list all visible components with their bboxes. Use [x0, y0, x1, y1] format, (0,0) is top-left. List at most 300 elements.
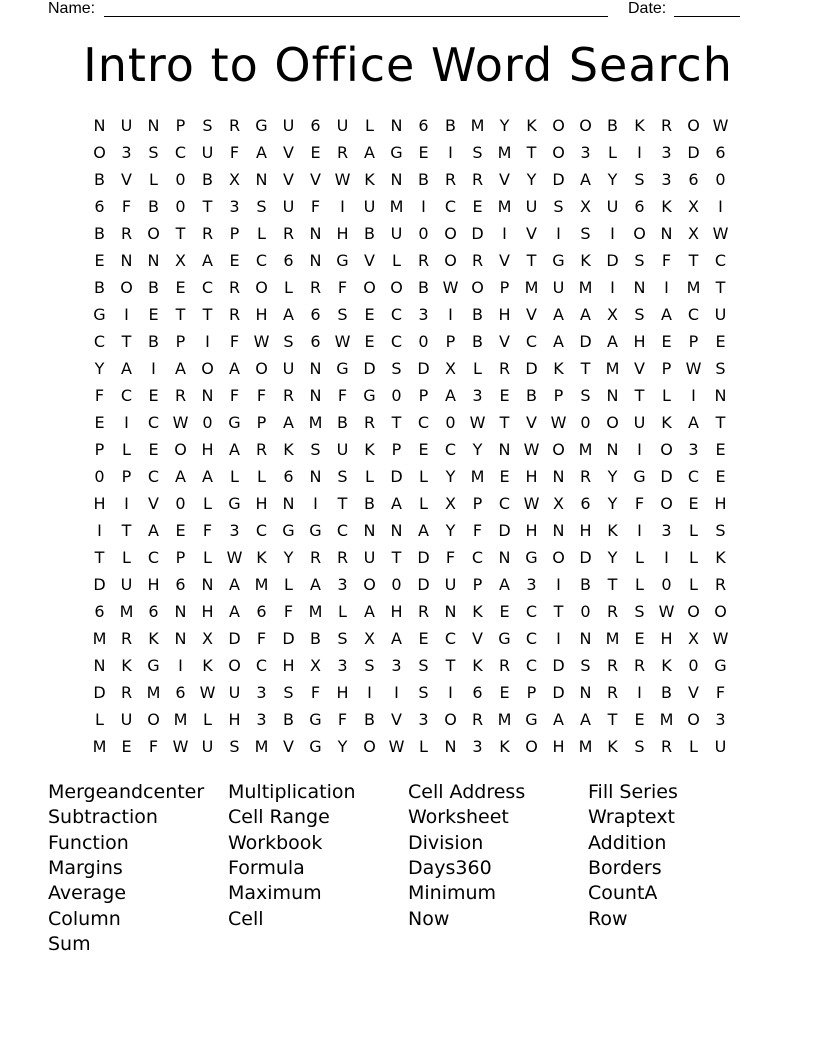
grid-cell: B	[472, 332, 483, 351]
grid-cell: E	[148, 305, 159, 324]
grid-cell: F	[283, 602, 294, 621]
grid-row	[86, 679, 734, 706]
grid-cell: M	[254, 737, 269, 756]
grid-cell: S	[634, 305, 645, 324]
grid-cell: G	[93, 305, 106, 324]
grid-cell: 3	[229, 197, 240, 216]
grid-cell: 6	[634, 197, 645, 216]
grid-row	[86, 382, 734, 409]
grid-cell: R	[282, 224, 295, 243]
grid-cell: 0	[202, 413, 213, 432]
grid-cell: N	[498, 548, 511, 567]
word-list-item: Function	[48, 831, 129, 854]
grid-cell: I	[691, 386, 696, 405]
grid-cell: T	[715, 278, 726, 297]
grid-row	[86, 409, 734, 436]
grid-cell: L	[149, 170, 158, 189]
grid-cell: R	[228, 278, 241, 297]
grid-cell: E	[364, 332, 375, 351]
grid-cell: I	[502, 224, 507, 243]
grid-cell: 3	[472, 386, 483, 405]
grid-cell: O	[255, 278, 268, 297]
grid-cell: S	[310, 440, 321, 459]
grid-cell: W	[712, 116, 729, 135]
grid-cell: A	[688, 413, 699, 432]
grid-cell: O	[552, 116, 565, 135]
grid-cell: T	[580, 359, 591, 378]
grid-cell: H	[255, 494, 268, 513]
grid-cell: W	[172, 737, 189, 756]
grid-cell: X	[445, 494, 456, 513]
grid-cell: F	[256, 629, 267, 648]
grid-cell: N	[255, 170, 268, 189]
grid-cell: E	[418, 629, 429, 648]
word-list-item: Cell	[228, 907, 264, 930]
grid-cell: I	[394, 683, 399, 702]
grid-cell: E	[661, 332, 672, 351]
grid-cell: C	[444, 629, 457, 648]
grid-cell: B	[94, 278, 105, 297]
grid-cell: B	[364, 224, 375, 243]
grid-cell: 6	[175, 683, 186, 702]
grid-cell: B	[94, 170, 105, 189]
grid-cell: W	[442, 278, 459, 297]
grid-cell: V	[310, 170, 321, 189]
grid-cell: N	[201, 386, 214, 405]
grid-cell: G	[552, 251, 565, 270]
grid-cell: C	[255, 521, 268, 540]
grid-cell: R	[498, 359, 511, 378]
word-list-item: Mergeandcenter	[48, 781, 205, 803]
grid-cell: B	[202, 170, 213, 189]
grid-row	[86, 706, 734, 733]
grid-cell: K	[634, 116, 645, 135]
grid-cell: C	[336, 521, 349, 540]
grid-cell: L	[338, 602, 347, 621]
grid-cell: R	[309, 548, 322, 567]
grid-cell: H	[390, 602, 403, 621]
grid-cell: U	[120, 575, 133, 594]
grid-cell: K	[364, 170, 375, 189]
grid-cell: I	[124, 305, 129, 324]
grid-cell: G	[525, 710, 538, 729]
grid-cell: L	[122, 440, 131, 459]
grid-cell: A	[229, 440, 240, 459]
grid-cell: R	[120, 683, 133, 702]
grid-cell: A	[607, 332, 618, 351]
grid-cell: L	[284, 278, 293, 297]
grid-cell: T	[391, 548, 402, 567]
grid-cell: O	[363, 737, 376, 756]
grid-cell: U	[201, 143, 214, 162]
grid-cell: C	[147, 548, 160, 567]
grid-cell: O	[201, 359, 214, 378]
grid-cell: U	[444, 575, 457, 594]
grid-cell: 3	[337, 575, 348, 594]
page-title: Intro to Office Word Search	[83, 38, 733, 92]
grid-cell: N	[147, 116, 160, 135]
grid-cell: 6	[256, 602, 267, 621]
grid-cell: G	[363, 386, 376, 405]
grid-cell: I	[637, 521, 642, 540]
grid-cell: E	[499, 602, 510, 621]
grid-cell: O	[552, 143, 565, 162]
grid-cell: N	[552, 521, 565, 540]
grid-cell: I	[556, 629, 561, 648]
grid-cell: E	[121, 737, 132, 756]
grid-cell: P	[121, 467, 132, 486]
grid-cell: 3	[526, 575, 537, 594]
grid-cell: L	[689, 575, 698, 594]
grid-cell: M	[254, 575, 269, 594]
grid-cell: Y	[283, 548, 294, 567]
grid-cell: T	[607, 575, 618, 594]
grid-cell: E	[175, 521, 186, 540]
grid-cell: C	[93, 332, 106, 351]
grid-cell: R	[417, 251, 430, 270]
grid-cell: T	[688, 251, 699, 270]
grid-row	[86, 247, 734, 274]
grid-cell: B	[364, 710, 375, 729]
grid-cell: S	[715, 521, 726, 540]
grid-cell: D	[660, 467, 673, 486]
grid-cell: G	[228, 494, 241, 513]
grid-cell: N	[390, 116, 403, 135]
grid-cell: Y	[607, 467, 618, 486]
grid-cell: Y	[445, 521, 456, 540]
grid-cell: D	[471, 224, 484, 243]
grid-cell: S	[337, 467, 348, 486]
grid-cell: I	[151, 359, 156, 378]
grid-cell: S	[580, 386, 591, 405]
grid-cell: E	[229, 251, 240, 270]
grid-cell: D	[552, 683, 565, 702]
grid-cell: O	[93, 143, 106, 162]
grid-cell: V	[472, 629, 483, 648]
grid-cell: S	[229, 737, 240, 756]
grid-cell: W	[685, 359, 702, 378]
word-list-item: Column	[48, 907, 121, 930]
grid-cell: 0	[175, 170, 186, 189]
grid-cell: T	[121, 521, 132, 540]
grid-cell: F	[661, 251, 672, 270]
grid-cell: 0	[661, 575, 672, 594]
grid-cell: G	[336, 251, 349, 270]
grid-cell: 6	[580, 494, 591, 513]
grid-cell: N	[282, 494, 295, 513]
grid-cell: X	[175, 251, 186, 270]
grid-cell: A	[283, 413, 294, 432]
grid-cell: R	[228, 116, 241, 135]
grid-cell: S	[256, 197, 267, 216]
grid-cell: I	[718, 197, 723, 216]
grid-cell: A	[580, 305, 591, 324]
grid-cell: N	[606, 386, 619, 405]
grid-cell: V	[364, 251, 375, 270]
grid-cell: I	[448, 143, 453, 162]
grid-cell: G	[309, 521, 322, 540]
grid-cell: F	[472, 521, 483, 540]
grid-cell: C	[390, 305, 403, 324]
grid-cell: I	[637, 143, 642, 162]
grid-cell: V	[499, 332, 510, 351]
grid-cell: L	[122, 548, 131, 567]
grid-cell: W	[334, 332, 351, 351]
grid-cell: M	[497, 143, 512, 162]
grid-cell: 0	[418, 224, 429, 243]
grid-cell: M	[497, 197, 512, 216]
grid-cell: L	[284, 575, 293, 594]
grid-cell: H	[228, 710, 241, 729]
grid-cell: K	[472, 656, 483, 675]
grid-cell: H	[714, 494, 727, 513]
grid-cell: B	[418, 170, 429, 189]
grid-cell: O	[363, 278, 376, 297]
grid-cell: A	[580, 710, 591, 729]
grid-cell: M	[470, 116, 485, 135]
grid-cell: A	[391, 494, 402, 513]
grid-cell: B	[148, 278, 159, 297]
grid-cell: O	[579, 116, 592, 135]
grid-cell: C	[687, 305, 700, 324]
grid-cell: F	[229, 332, 240, 351]
grid-cell: S	[634, 737, 645, 756]
grid-cell: F	[202, 521, 213, 540]
grid-cell: F	[229, 386, 240, 405]
grid-cell: K	[121, 656, 132, 675]
grid-cell: L	[662, 386, 671, 405]
grid-cell: D	[228, 629, 241, 648]
grid-cell: V	[148, 494, 159, 513]
grid-cell: C	[417, 413, 430, 432]
word-list-item: Borders	[588, 856, 662, 879]
grid-cell: 3	[661, 143, 672, 162]
grid-cell: N	[309, 251, 322, 270]
grid-cell: C	[471, 548, 484, 567]
grid-cell: F	[445, 548, 456, 567]
grid-cell: A	[580, 170, 591, 189]
grid-cell: V	[634, 359, 645, 378]
grid-cell: P	[229, 224, 240, 243]
grid-cell: U	[363, 197, 376, 216]
grid-cell: O	[147, 224, 160, 243]
grid-cell: H	[579, 521, 592, 540]
grid-cell: E	[310, 143, 321, 162]
grid-cell: S	[148, 143, 159, 162]
grid-cell: K	[661, 413, 672, 432]
grid-cell: R	[579, 467, 592, 486]
grid-cell: I	[421, 197, 426, 216]
grid-cell: A	[553, 710, 564, 729]
grid-cell: 3	[580, 143, 591, 162]
grid-cell: P	[256, 413, 267, 432]
word-list-item: Sum	[48, 932, 91, 955]
grid-cell: X	[688, 197, 699, 216]
word-list-item: Workbook	[228, 831, 323, 854]
grid-cell: N	[633, 278, 646, 297]
grid-row	[86, 166, 734, 193]
grid-cell: C	[687, 467, 700, 486]
grid-cell: W	[550, 413, 567, 432]
grid-cell: D	[606, 251, 619, 270]
grid-cell: H	[282, 656, 295, 675]
word-list-item: Worksheet	[408, 806, 509, 829]
grid-cell: L	[257, 467, 266, 486]
grid-cell: S	[418, 683, 429, 702]
grid-cell: M	[308, 602, 323, 621]
grid-cell: G	[336, 359, 349, 378]
grid-cell: 6	[310, 116, 321, 135]
grid-cell: K	[499, 737, 510, 756]
grid-cell: W	[523, 494, 540, 513]
word-list-item: Formula	[228, 856, 305, 879]
grid-cell: R	[606, 683, 619, 702]
grid-cell: N	[660, 224, 673, 243]
grid-cell: A	[553, 332, 564, 351]
grid-cell: Y	[445, 467, 456, 486]
grid-cell: O	[228, 656, 241, 675]
grid-cell: D	[525, 359, 538, 378]
grid-cell: 3	[688, 440, 699, 459]
grid-cell: M	[173, 710, 188, 729]
grid-cell: I	[637, 440, 642, 459]
grid-cell: E	[715, 467, 726, 486]
grid-cell: D	[552, 170, 565, 189]
grid-cell: X	[553, 494, 564, 513]
grid-cell: B	[94, 224, 105, 243]
grid-cell: M	[92, 629, 107, 648]
grid-cell: V	[526, 224, 537, 243]
grid-cell: A	[202, 251, 213, 270]
grid-cell: 0	[175, 197, 186, 216]
grid-cell: D	[93, 575, 106, 594]
grid-cell: F	[337, 710, 348, 729]
grid-row	[86, 652, 734, 679]
grid-cell: E	[175, 278, 186, 297]
grid-cell: F	[148, 737, 159, 756]
grid-cell: X	[229, 170, 240, 189]
grid-cell: M	[605, 629, 620, 648]
grid-cell: O	[444, 224, 457, 243]
grid-cell: L	[608, 143, 617, 162]
grid-row	[86, 355, 734, 382]
grid-cell: D	[687, 143, 700, 162]
grid-cell: N	[390, 170, 403, 189]
grid-cell: E	[499, 386, 510, 405]
grid-cell: S	[634, 170, 645, 189]
grid-cell: N	[309, 467, 322, 486]
grid-cell: N	[309, 386, 322, 405]
grid-cell: W	[712, 224, 729, 243]
grid-cell: W	[253, 332, 270, 351]
grid-cell: L	[365, 467, 374, 486]
grid-cell: N	[120, 251, 133, 270]
grid-cell: O	[714, 602, 727, 621]
grid-cell: G	[525, 548, 538, 567]
grid-cell: P	[553, 386, 564, 405]
word-list-item: Division	[408, 831, 484, 854]
grid-cell: R	[120, 224, 133, 243]
grid-cell: U	[120, 710, 133, 729]
grid-cell: P	[175, 548, 186, 567]
grid-cell: M	[92, 737, 107, 756]
grid-cell: N	[309, 224, 322, 243]
grid-cell: H	[633, 332, 646, 351]
grid-cell: I	[664, 548, 669, 567]
grid-cell: I	[448, 683, 453, 702]
grid-cell: U	[714, 305, 727, 324]
grid-cell: 6	[715, 143, 726, 162]
grid-cell: P	[472, 575, 483, 594]
grid-cell: N	[93, 656, 106, 675]
grid-cell: F	[229, 143, 240, 162]
grid-cell: K	[661, 197, 672, 216]
grid-cell: A	[364, 143, 375, 162]
grid-cell: O	[174, 440, 187, 459]
grid-cell: M	[578, 440, 593, 459]
grid-cell: G	[255, 116, 268, 135]
grid-cell: C	[498, 494, 511, 513]
grid-cell: Y	[472, 440, 483, 459]
grid-cell: Y	[337, 737, 348, 756]
grid-cell: B	[148, 197, 159, 216]
grid-cell: Y	[607, 548, 618, 567]
grid-cell: G	[390, 143, 403, 162]
grid-cell: B	[418, 278, 429, 297]
grid-cell: V	[121, 170, 132, 189]
grid-cell: P	[445, 332, 456, 351]
grid-cell: C	[525, 332, 538, 351]
grid-cell: U	[363, 548, 376, 567]
grid-cell: E	[715, 332, 726, 351]
grid-cell: F	[337, 278, 348, 297]
grid-cell: D	[579, 332, 592, 351]
grid-cell: L	[419, 467, 428, 486]
grid-cell: Y	[607, 494, 618, 513]
grid-cell: R	[336, 143, 349, 162]
grid-cell: F	[715, 683, 726, 702]
grid-cell: A	[310, 575, 321, 594]
grid-cell: S	[553, 197, 564, 216]
word-list-item: Days360	[408, 856, 492, 879]
grid-cell: M	[605, 359, 620, 378]
grid-cell: H	[93, 494, 106, 513]
grid-cell: 3	[661, 170, 672, 189]
grid-cell: R	[336, 548, 349, 567]
grid-cell: S	[283, 683, 294, 702]
grid-cell: Y	[526, 170, 537, 189]
grid-row	[86, 598, 734, 625]
grid-cell: 3	[256, 710, 267, 729]
grid-cell: O	[660, 494, 673, 513]
grid-cell: T	[526, 251, 537, 270]
grid-cell: T	[634, 386, 645, 405]
grid-cell: 0	[715, 170, 726, 189]
grid-cell: R	[282, 386, 295, 405]
grid-cell: O	[147, 710, 160, 729]
grid-cell: N	[147, 251, 160, 270]
grid-cell: N	[174, 629, 187, 648]
grid-cell: C	[255, 251, 268, 270]
grid-cell: G	[282, 521, 295, 540]
grid-cell: B	[580, 575, 591, 594]
grid-cell: A	[256, 143, 267, 162]
grid-cell: H	[336, 683, 349, 702]
grid-cell: L	[203, 710, 212, 729]
grid-cell: G	[633, 467, 646, 486]
grid-cell: L	[203, 494, 212, 513]
grid-cell: W	[226, 548, 243, 567]
